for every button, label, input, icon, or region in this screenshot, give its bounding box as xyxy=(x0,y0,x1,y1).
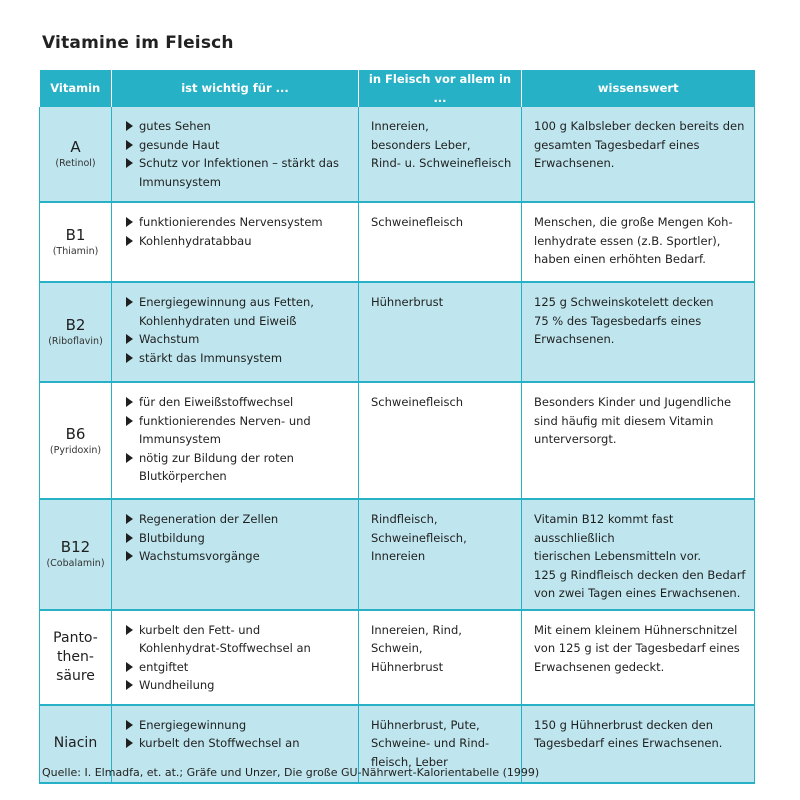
fact-text: Mit einem kleinem Hühnerschnitzel von 125 g ist der Tagesbedarf eines Erwachsenen gedeckt. xyxy=(534,622,740,674)
benefit-text: nötig zur Bildung der roten Blutkörperchen xyxy=(139,450,294,483)
header-benefits: ist wichtig für ... xyxy=(112,70,359,107)
benefits-cell xyxy=(112,202,359,282)
page-title: Vitamine im Fleisch xyxy=(42,33,234,53)
fact-text: 125 g Schweinskotelett decken 75 % des Tagesbedarfs eines Erwachsenen. xyxy=(534,295,714,346)
benefit-text: Schutz vor Infektionen – stärkt das Immunsystem xyxy=(139,156,339,189)
sources-text: Hühnerbrust xyxy=(371,295,444,309)
list-item xyxy=(124,449,352,486)
benefit-text: Wachstum xyxy=(139,332,200,346)
benefits-cell xyxy=(112,382,359,499)
list-item xyxy=(124,734,352,753)
benefit-text: Wundheilung xyxy=(139,678,215,692)
fact-text: Besonders Kinder und Jugendliche sind häufig mit diesem Vitamin unterversorgt. xyxy=(534,395,732,446)
list-item xyxy=(124,136,352,155)
benefits-cell xyxy=(112,499,359,610)
list-item xyxy=(124,293,352,330)
list-item xyxy=(124,349,352,368)
table-row xyxy=(40,610,755,705)
vitamin-cell xyxy=(40,382,112,499)
vitamin-cell xyxy=(40,202,112,282)
sources-text: Rindfleisch, Schweinefleisch, Innereien xyxy=(371,512,467,563)
list-item xyxy=(124,716,352,735)
benefit-text: entgiftet xyxy=(139,659,189,674)
fact-text: 150 g Hühnerbrust decken den Tagesbedarf eines Erwachsenen. xyxy=(534,717,723,750)
vitamin-table xyxy=(39,70,755,784)
vitamin-name: B1 xyxy=(65,226,86,244)
vitamin-cell xyxy=(40,107,112,202)
table-header-row xyxy=(40,70,755,107)
table-row xyxy=(40,107,755,202)
vitamin-chemical-name: (Cobalamin) xyxy=(46,558,105,570)
list-item xyxy=(124,547,352,566)
benefit-text: gutes Sehen xyxy=(139,119,211,133)
table-row xyxy=(40,499,755,610)
benefit-text: kurbelt den Stoffwechsel an xyxy=(139,736,300,750)
benefits-list xyxy=(124,117,352,191)
triangle-bullet-icon xyxy=(126,680,133,690)
fact-text: Menschen, die große Mengen Koh- lenhydrate essen (z.B. Sportler), haben einen erhöhten Bedarf. xyxy=(534,215,733,266)
vitamin-chemical-name: (Retinol) xyxy=(55,158,96,169)
triangle-bullet-icon xyxy=(126,353,133,363)
list-item xyxy=(124,658,352,677)
fact-cell xyxy=(522,499,755,610)
vitamin-name: A xyxy=(70,138,81,156)
vitamin-chemical-name: (Thiamin) xyxy=(52,246,99,257)
sources-cell xyxy=(359,282,522,382)
list-item xyxy=(124,232,352,251)
benefits-list xyxy=(124,293,352,367)
benefits-cell xyxy=(112,610,359,705)
triangle-bullet-icon xyxy=(126,514,133,524)
list-item xyxy=(124,621,352,658)
sources-text: Schweinefleisch xyxy=(371,395,464,409)
triangle-bullet-icon xyxy=(126,738,133,748)
vitamin-name: Niacin xyxy=(53,735,98,751)
fact-text: 100 g Kalbsleber decken bereits den gesamten Tagesbedarf eines Erwachsenen. xyxy=(534,119,745,170)
header-vitamin: Vitamin xyxy=(40,70,112,107)
list-item xyxy=(124,676,352,695)
benefit-text: funktionierendes Nerven- und Immunsystem xyxy=(139,413,311,446)
list-item xyxy=(124,529,352,548)
list-item xyxy=(124,117,352,136)
triangle-bullet-icon xyxy=(126,625,133,635)
vitamin-cell xyxy=(40,610,112,705)
benefits-list xyxy=(124,621,352,695)
table-body xyxy=(40,107,755,783)
list-item xyxy=(124,393,352,412)
triangle-bullet-icon xyxy=(126,297,133,307)
vitamin-cell xyxy=(40,282,112,382)
benefit-text: für den Eiweißstoffwechsel xyxy=(139,395,294,409)
benefits-list xyxy=(124,213,352,250)
table-row xyxy=(40,382,755,499)
list-item xyxy=(124,412,352,449)
sources-cell xyxy=(359,499,522,610)
fact-cell xyxy=(522,202,755,282)
source-note: Quelle: I. Elmadfa, et. at.; Gräfe und Unzer, Die große GU-Nährwert-Kalorientabelle (1999) xyxy=(42,766,540,779)
benefits-cell xyxy=(112,282,359,382)
list-item xyxy=(124,330,352,349)
fact-cell xyxy=(522,610,755,705)
fact-text: Vitamin B12 kommt fast ausschließlich tierischen Lebensmitteln vor. 125 g Rindfleisch decken den Bedarf von zwei Tagen eines Erwachsenen. xyxy=(534,512,746,600)
triangle-bullet-icon xyxy=(126,158,133,168)
sources-cell xyxy=(359,202,522,282)
triangle-bullet-icon xyxy=(126,551,133,561)
benefits-list xyxy=(124,510,352,566)
triangle-bullet-icon xyxy=(126,236,133,246)
benefit-text: kurbelt den Fett- und Kohlenhydrat-Stoffwechsel an xyxy=(139,622,311,655)
vitamin-chemical-name: (Riboflavin) xyxy=(48,336,103,347)
table-row xyxy=(40,282,755,382)
vitamin-name: B6 xyxy=(65,424,86,443)
benefit-text: Wachstumsvorgänge xyxy=(139,549,260,563)
sources-cell xyxy=(359,107,522,202)
list-item xyxy=(124,213,352,232)
benefit-text: Energiegewinnung xyxy=(139,717,247,732)
triangle-bullet-icon xyxy=(126,217,133,227)
vitamin-name: Panto- then- säure xyxy=(53,629,98,684)
triangle-bullet-icon xyxy=(126,662,133,672)
benefit-text: funktionierendes Nervensystem xyxy=(139,215,323,229)
sources-text: Schweinefleisch xyxy=(371,215,464,229)
vitamin-chemical-name: (Pyridoxin) xyxy=(49,444,102,456)
table-row xyxy=(40,202,755,282)
fact-cell xyxy=(522,282,755,382)
header-facts: wissenswert xyxy=(522,70,755,107)
benefits-cell xyxy=(112,107,359,202)
triangle-bullet-icon xyxy=(126,720,133,730)
benefit-text: Blutbildung xyxy=(139,530,205,545)
triangle-bullet-icon xyxy=(126,397,133,407)
header-sources: in Fleisch vor allem in ... xyxy=(359,70,522,107)
sources-text: Hühnerbrust, Pute, Schweine- und Rind- fleisch, Leber xyxy=(371,717,490,769)
triangle-bullet-icon xyxy=(126,533,133,543)
vitamin-name: B2 xyxy=(65,316,86,334)
list-item xyxy=(124,154,352,191)
benefit-text: Kohlenhydratabbau xyxy=(139,233,252,248)
triangle-bullet-icon xyxy=(126,334,133,344)
benefits-list xyxy=(124,393,352,486)
vitamin-name: B12 xyxy=(60,538,91,557)
benefit-text: Regeneration der Zellen xyxy=(139,512,279,526)
triangle-bullet-icon xyxy=(126,453,133,463)
sources-cell xyxy=(359,382,522,499)
sources-cell xyxy=(359,610,522,705)
triangle-bullet-icon xyxy=(126,140,133,150)
triangle-bullet-icon xyxy=(126,121,133,131)
fact-cell xyxy=(522,382,755,499)
sources-text: Innereien, Rind, Schwein, Hühnerbrust xyxy=(371,622,462,674)
fact-cell xyxy=(522,107,755,202)
benefit-text: stärkt das Immunsystem xyxy=(139,350,283,365)
fact-cell xyxy=(522,705,755,783)
benefits-list xyxy=(124,716,352,753)
benefit-text: gesunde Haut xyxy=(139,137,220,152)
sources-text: Innereien, besonders Leber, Rind- u. Schweinefleisch xyxy=(371,119,512,170)
benefit-text: Energiegewinnung aus Fetten, Kohlenhydraten und Eiweiß xyxy=(139,295,314,328)
list-item xyxy=(124,510,352,529)
triangle-bullet-icon xyxy=(126,416,133,426)
vitamin-cell xyxy=(40,499,112,610)
